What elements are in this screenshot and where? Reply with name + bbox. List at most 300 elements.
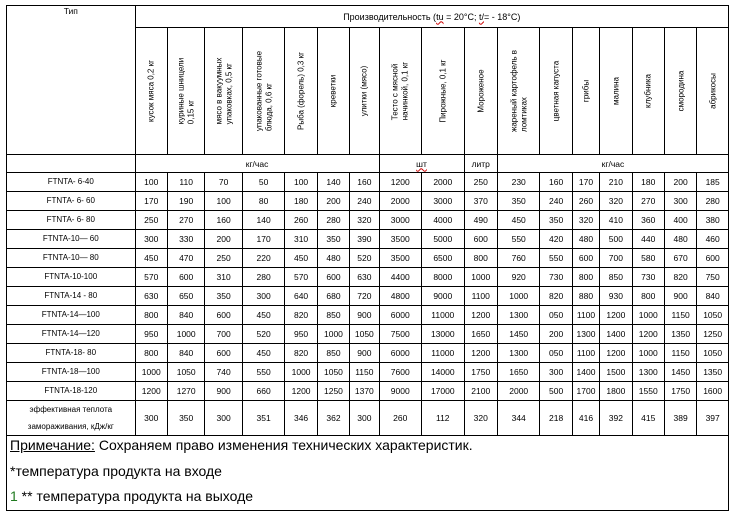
table-cell: 1000 — [317, 325, 349, 344]
table-cell: 310 — [285, 230, 317, 249]
product-col-header — [167, 28, 204, 155]
table-cell: 050 — [540, 344, 572, 363]
table-cell: 410 — [600, 211, 632, 230]
heat-value-cell: 344 — [497, 401, 540, 436]
table-cell: 1000 — [285, 363, 317, 382]
table-cell: 660 — [242, 382, 285, 401]
model-name: FTNTA-10— 60 — [7, 230, 136, 249]
table-cell: 320 — [600, 192, 632, 211]
table-cell: 1650 — [497, 363, 540, 382]
table-cell: 520 — [242, 325, 285, 344]
table-cell: 470 — [167, 249, 204, 268]
model-name: FTNTA-14 - 80 — [7, 287, 136, 306]
unit-kg-hour-1: кг/час — [135, 155, 379, 173]
table-cell: 200 — [317, 192, 349, 211]
table-row — [7, 306, 729, 325]
product-col-header-wrap — [697, 30, 728, 152]
table-cell: 1200 — [285, 382, 317, 401]
table-cell: 300 — [540, 363, 572, 382]
table-cell: 1200 — [464, 344, 497, 363]
model-name: FTNTA-18—100 — [7, 363, 136, 382]
table-cell: 950 — [285, 325, 317, 344]
table-cell: 200 — [664, 173, 696, 192]
product-col-label — [708, 73, 718, 109]
product-col-header-wrap — [665, 30, 696, 152]
table-cell: 1650 — [464, 325, 497, 344]
table-cell: 550 — [242, 363, 285, 382]
table-cell: 1700 — [572, 382, 599, 401]
note-line-3 — [10, 488, 253, 504]
table-cell: 820 — [540, 287, 572, 306]
table-cell: 5000 — [422, 230, 465, 249]
table-cell: 820 — [664, 268, 696, 287]
product-col-label-line: Мороженое — [475, 69, 485, 113]
table-cell: 700 — [600, 249, 632, 268]
table-cell: 450 — [242, 344, 285, 363]
heat-value-cell: 300 — [350, 401, 379, 436]
table-cell: 480 — [572, 230, 599, 249]
product-col-label-line: Пирожные, 0,1 кг — [438, 59, 448, 123]
output-temp-symbol: t/ — [478, 11, 484, 22]
table-cell: 210 — [600, 173, 632, 192]
table-cell: 1550 — [632, 382, 664, 401]
table-cell: 700 — [205, 325, 242, 344]
product-col-header — [540, 28, 572, 155]
table-cell: 2000 — [422, 173, 465, 192]
table-cell: 9000 — [422, 287, 465, 306]
heat-value-cell: 218 — [540, 401, 572, 436]
table-cell: 800 — [135, 306, 167, 325]
heat-row-label-line2: замораживания, кДж/кг — [27, 422, 114, 431]
table-cell: 220 — [242, 249, 285, 268]
heat-value-cell: 397 — [697, 401, 729, 436]
product-col-header-wrap — [350, 30, 378, 152]
table-cell: 820 — [285, 306, 317, 325]
table-cell: 200 — [205, 230, 242, 249]
product-col-header — [350, 28, 379, 155]
unit-pieces-text: шт — [416, 158, 427, 169]
table-cell: 4000 — [422, 211, 465, 230]
table-cell: 1200 — [135, 382, 167, 401]
table-cell: 640 — [285, 287, 317, 306]
table-row — [7, 249, 729, 268]
table-cell: 550 — [540, 249, 572, 268]
table-cell: 7600 — [379, 363, 422, 382]
table-cell: 140 — [317, 173, 349, 192]
product-col-header-wrap — [422, 30, 464, 152]
product-col-header-wrap — [573, 30, 599, 152]
table-cell: 1300 — [632, 363, 664, 382]
table-cell: 1350 — [664, 325, 696, 344]
table-cell: 240 — [540, 192, 572, 211]
table-cell: 900 — [350, 306, 379, 325]
table-cell: 600 — [205, 306, 242, 325]
product-col-label-line: жареный картофель в — [509, 49, 519, 133]
product-col-header — [317, 28, 349, 155]
table-cell: 1100 — [464, 287, 497, 306]
product-col-header-wrap — [633, 30, 664, 152]
product-col-header-wrap — [205, 30, 241, 152]
table-cell: 300 — [664, 192, 696, 211]
table-cell: 500 — [540, 382, 572, 401]
product-col-header — [572, 28, 599, 155]
table-cell: 680 — [317, 287, 349, 306]
product-col-label-line: 0,15 кг — [186, 99, 196, 125]
table-cell: 320 — [350, 211, 379, 230]
product-col-label-line: абрикосы — [707, 73, 717, 109]
table-cell: 2000 — [497, 382, 540, 401]
table-cell: 330 — [167, 230, 204, 249]
table-cell: 1300 — [497, 344, 540, 363]
table-cell: 1000 — [167, 325, 204, 344]
table-cell: 50 — [242, 173, 285, 192]
table-cell: 350 — [497, 192, 540, 211]
table-cell: 440 — [632, 230, 664, 249]
table-cell: 2000 — [379, 192, 422, 211]
table-cell: 260 — [285, 211, 317, 230]
product-col-label-line: смородина — [675, 70, 685, 112]
table-cell: 1050 — [350, 325, 379, 344]
product-col-label — [360, 66, 370, 117]
table-cell: 900 — [205, 382, 242, 401]
table-cell: 300 — [135, 230, 167, 249]
table-cell: 100 — [135, 173, 167, 192]
table-cell: 350 — [317, 230, 349, 249]
input-temp-value: = 20°C; — [443, 11, 479, 22]
performance-header-prefix: Производительность ( — [343, 11, 437, 22]
table-cell: 160 — [350, 173, 379, 192]
table-cell: 1400 — [600, 325, 632, 344]
model-name: FTNTA- 6-40 — [7, 173, 136, 192]
table-cell: 1050 — [317, 363, 349, 382]
table-cell: 670 — [664, 249, 696, 268]
table-cell: 500 — [600, 230, 632, 249]
table-cell: 4800 — [379, 287, 422, 306]
product-col-label-line: цветная капуста — [551, 60, 561, 122]
table-row — [7, 192, 729, 211]
product-col-header — [205, 28, 242, 155]
table-cell: 600 — [572, 249, 599, 268]
table-row — [7, 173, 729, 192]
table-cell: 8000 — [422, 268, 465, 287]
table-cell: 11000 — [422, 306, 465, 325]
table-cell: 260 — [572, 192, 599, 211]
table-cell: 11000 — [422, 344, 465, 363]
table-cell: 1150 — [350, 363, 379, 382]
product-col-label-line: грибы — [581, 79, 591, 103]
table-cell: 1050 — [697, 344, 729, 363]
table-cell: 880 — [572, 287, 599, 306]
table-cell: 160 — [540, 173, 572, 192]
table-row — [7, 287, 729, 306]
product-col-label-line: малина — [611, 77, 621, 105]
heat-value-cell: 351 — [242, 401, 285, 436]
table-cell: 1270 — [167, 382, 204, 401]
table-cell: 600 — [205, 344, 242, 363]
product-col-label-line: упакованные готовые — [254, 50, 264, 132]
table-cell: 230 — [497, 173, 540, 192]
heat-value-cell: 350 — [167, 401, 204, 436]
performance-header — [135, 6, 728, 28]
product-col-label — [611, 77, 621, 105]
table-cell: 9000 — [379, 382, 422, 401]
table-cell: 17000 — [422, 382, 465, 401]
product-col-header-wrap — [243, 30, 285, 152]
table-cell: 180 — [632, 173, 664, 192]
table-cell: 1800 — [600, 382, 632, 401]
table-cell: 1750 — [464, 363, 497, 382]
table-cell: 1050 — [697, 306, 729, 325]
product-col-header-wrap — [600, 30, 631, 152]
output-temp-value: = - 18°C) — [483, 11, 521, 22]
table-cell: 1200 — [600, 306, 632, 325]
table-cell: 920 — [497, 268, 540, 287]
table-cell: 730 — [540, 268, 572, 287]
table-cell: 950 — [135, 325, 167, 344]
type-header: Тип — [63, 6, 78, 16]
table-cell: 270 — [632, 192, 664, 211]
table-cell: 840 — [167, 306, 204, 325]
table-cell: 80 — [242, 192, 285, 211]
table-cell: 800 — [135, 344, 167, 363]
product-col-label — [214, 58, 233, 125]
table-cell: 370 — [464, 192, 497, 211]
product-col-header — [664, 28, 696, 155]
product-col-label-line: улитки (мясо) — [359, 65, 369, 117]
table-cell: 3000 — [422, 192, 465, 211]
table-cell: 850 — [600, 268, 632, 287]
table-cell: 13000 — [422, 325, 465, 344]
table-cell: 450 — [135, 249, 167, 268]
table-row — [7, 382, 729, 401]
table-cell: 270 — [167, 211, 204, 230]
table-cell: 240 — [350, 192, 379, 211]
table-cell: 2100 — [464, 382, 497, 401]
product-col-label — [147, 60, 157, 122]
product-col-label-line: креветки — [328, 74, 338, 108]
table-cell: 630 — [350, 268, 379, 287]
table-cell: 520 — [350, 249, 379, 268]
heat-value-cell: 346 — [285, 401, 317, 436]
table-cell: 6500 — [422, 249, 465, 268]
table-cell: 1300 — [497, 306, 540, 325]
table-cell: 550 — [497, 230, 540, 249]
table-cell: 200 — [540, 325, 572, 344]
product-col-label — [438, 59, 448, 122]
table-cell: 1200 — [464, 306, 497, 325]
table-cell: 250 — [135, 211, 167, 230]
table-cell: 1000 — [135, 363, 167, 382]
product-col-header-wrap — [380, 30, 422, 152]
table-cell: 1600 — [697, 382, 729, 401]
table-cell: 450 — [497, 211, 540, 230]
table-cell: 1100 — [572, 344, 599, 363]
product-col-header — [697, 28, 729, 155]
table-row — [7, 344, 729, 363]
table-cell: 7500 — [379, 325, 422, 344]
table-cell: 1050 — [167, 363, 204, 382]
table-cell: 170 — [135, 192, 167, 211]
product-col-label-line: клубника — [643, 74, 653, 108]
unit-liter: литр — [464, 155, 497, 173]
table-cell: 280 — [317, 211, 349, 230]
type-header-cell — [7, 6, 136, 155]
table-cell: 1350 — [697, 363, 729, 382]
table-cell: 1000 — [497, 287, 540, 306]
product-col-label-line: блюда, 0,6 кг — [263, 83, 273, 132]
table-cell: 840 — [167, 344, 204, 363]
table-cell: 460 — [697, 230, 729, 249]
product-col-header — [632, 28, 664, 155]
table-row — [7, 363, 729, 382]
table-cell: 720 — [350, 287, 379, 306]
table-cell: 300 — [242, 287, 285, 306]
model-name: FTNTA-10-100 — [7, 268, 136, 287]
table-cell: 1150 — [664, 344, 696, 363]
note-label: Примечание: — [10, 437, 95, 453]
notes-box — [6, 431, 729, 511]
table-cell: 1370 — [350, 382, 379, 401]
product-col-label-line: Рыба (форель) 0,3 кг — [296, 52, 306, 130]
model-name: FTNTA-10— 80 — [7, 249, 136, 268]
table-cell: 1750 — [664, 382, 696, 401]
heat-value-cell: 320 — [464, 401, 497, 436]
product-col-header-wrap — [498, 30, 540, 152]
product-col-label — [509, 50, 528, 132]
table-cell: 185 — [697, 173, 729, 192]
table-cell: 360 — [632, 211, 664, 230]
heat-value-cell: 300 — [205, 401, 242, 436]
table-cell: 1150 — [664, 306, 696, 325]
product-col-label — [476, 69, 486, 112]
table-cell: 190 — [167, 192, 204, 211]
table-cell: 1000 — [632, 306, 664, 325]
model-name: FTNTA-18- 80 — [7, 344, 136, 363]
heat-row-label-line1: эффективная теплота — [29, 405, 113, 414]
table-cell: 1250 — [317, 382, 349, 401]
product-col-header-wrap — [318, 30, 349, 152]
table-cell: 930 — [600, 287, 632, 306]
table-cell: 750 — [697, 268, 729, 287]
table-cell: 760 — [497, 249, 540, 268]
table-cell: 570 — [285, 268, 317, 287]
table-cell: 850 — [317, 344, 349, 363]
product-col-header — [464, 28, 497, 155]
table-cell: 1000 — [632, 344, 664, 363]
table-cell: 480 — [664, 230, 696, 249]
model-name: FTNTA-14—100 — [7, 306, 136, 325]
table-row — [7, 211, 729, 230]
product-col-label — [676, 71, 686, 112]
table-cell: 450 — [285, 249, 317, 268]
table-cell: 1200 — [600, 344, 632, 363]
table-cell: 570 — [135, 268, 167, 287]
table-cell: 180 — [285, 192, 317, 211]
table-cell: 350 — [205, 287, 242, 306]
product-col-header — [242, 28, 285, 155]
note-line-3-prefix: 1 — [10, 488, 18, 504]
table-cell: 600 — [464, 230, 497, 249]
table-cell: 650 — [167, 287, 204, 306]
product-col-header — [135, 28, 167, 155]
unit-pieces — [379, 155, 464, 173]
input-temp-symbol: tu — [436, 11, 444, 22]
heat-value-cell: 389 — [664, 401, 696, 436]
table-cell: 14000 — [422, 363, 465, 382]
table-cell: 480 — [317, 249, 349, 268]
table-cell: 3500 — [379, 230, 422, 249]
table-cell: 900 — [350, 344, 379, 363]
product-col-label — [581, 80, 591, 102]
table-cell: 490 — [464, 211, 497, 230]
table-cell: 250 — [464, 173, 497, 192]
table-cell: 140 — [242, 211, 285, 230]
product-col-header-wrap — [168, 30, 204, 152]
table-cell: 1400 — [572, 363, 599, 382]
table-cell: 170 — [242, 230, 285, 249]
heat-value-cell: 300 — [135, 401, 167, 436]
table-cell: 900 — [664, 287, 696, 306]
product-col-label-line: мясо в вакуумных — [214, 57, 224, 125]
table-cell: 1200 — [379, 173, 422, 192]
model-name: FTNTA-14—120 — [7, 325, 136, 344]
table-cell: 1450 — [664, 363, 696, 382]
product-col-label-line: кусок мяса 0,2 кг — [146, 59, 156, 123]
table-cell: 3500 — [379, 249, 422, 268]
table-cell: 630 — [135, 287, 167, 306]
product-col-label-line: упаковках, 0,5 кг — [223, 63, 233, 125]
table-cell: 280 — [697, 192, 729, 211]
product-col-header — [497, 28, 540, 155]
product-col-header-wrap — [136, 30, 167, 152]
table-cell: 110 — [167, 173, 204, 192]
table-cell: 800 — [572, 268, 599, 287]
table-cell: 600 — [697, 249, 729, 268]
table-cell: 1000 — [464, 268, 497, 287]
note-line-3-text: ** температура продукта на выходе — [17, 488, 254, 504]
table-cell: 1100 — [572, 306, 599, 325]
model-name: FTNTA- 6- 80 — [7, 211, 136, 230]
table-cell: 100 — [285, 173, 317, 192]
heat-value-cell: 392 — [600, 401, 632, 436]
table-cell: 320 — [572, 211, 599, 230]
product-col-header-wrap — [285, 30, 316, 152]
table-cell: 600 — [317, 268, 349, 287]
table-cell: 170 — [572, 173, 599, 192]
product-col-label — [296, 52, 306, 130]
product-col-label — [254, 51, 273, 131]
product-col-label — [551, 61, 561, 121]
table-cell: 1250 — [697, 325, 729, 344]
table-cell: 730 — [632, 268, 664, 287]
table-row — [7, 325, 729, 344]
spec-table — [6, 5, 729, 436]
table-row — [7, 230, 729, 249]
table-cell: 1300 — [572, 325, 599, 344]
table-cell: 100 — [205, 192, 242, 211]
product-col-header — [379, 28, 422, 155]
product-col-label-line: куриные шницели — [176, 57, 186, 125]
product-col-label-line: ломтиках — [518, 97, 528, 133]
product-col-header — [285, 28, 317, 155]
unit-blank-cell — [7, 155, 136, 173]
product-col-header — [600, 28, 632, 155]
table-cell: 450 — [242, 306, 285, 325]
table-cell: 1450 — [497, 325, 540, 344]
note-line-1 — [10, 437, 473, 453]
unit-kg-hour-2: кг/час — [497, 155, 728, 173]
heat-value-cell: 415 — [632, 401, 664, 436]
